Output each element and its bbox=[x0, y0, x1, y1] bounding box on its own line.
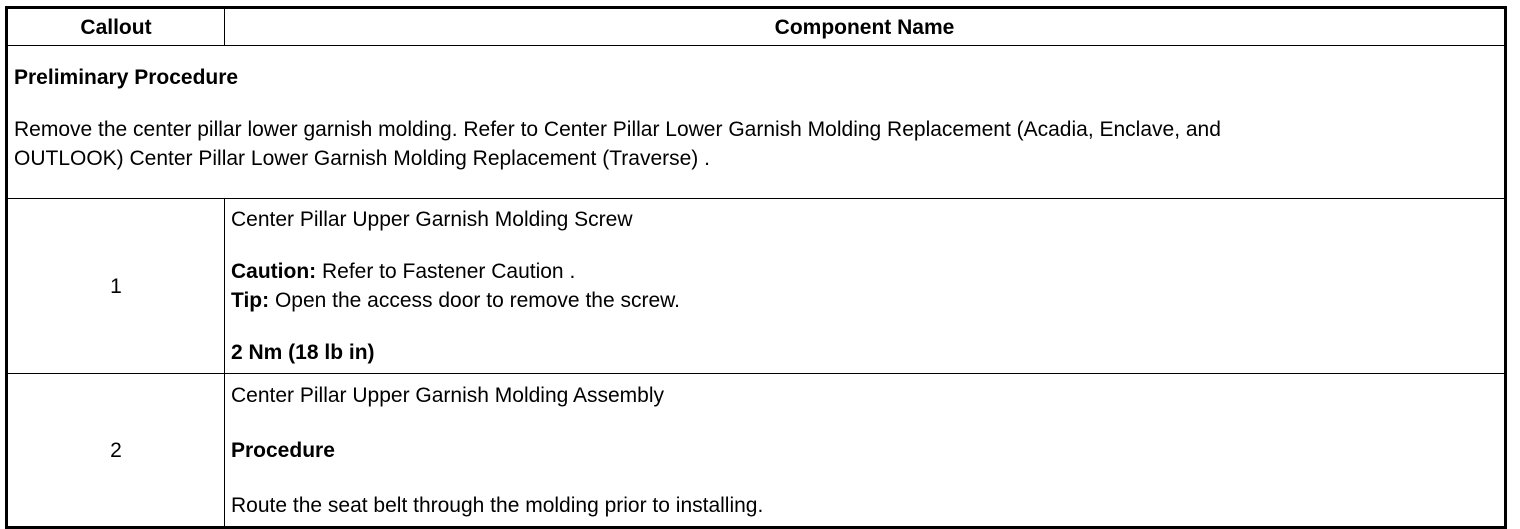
component-name-header: Component Name bbox=[225, 8, 1506, 46]
component-table bbox=[5, 6, 1507, 529]
preliminary-title: Preliminary Procedure bbox=[14, 66, 239, 89]
component-name: Center Pillar Upper Garnish Molding Assembly bbox=[231, 383, 665, 407]
table-row bbox=[7, 199, 1506, 374]
component-cell bbox=[225, 374, 1506, 528]
preliminary-text-line-1: Remove the center pillar lower garnish molding. Refer to Center Pillar Lower Garnish Molding Replacement (Acadia, Enclave, and bbox=[14, 118, 1221, 141]
caution-line bbox=[231, 257, 1498, 286]
procedure-title: Procedure bbox=[231, 438, 335, 462]
tip-line bbox=[231, 286, 1498, 315]
procedure-text: Route the seat belt through the molding prior to installing. bbox=[231, 493, 764, 517]
caution-label: Caution: bbox=[231, 260, 317, 283]
table-row bbox=[7, 374, 1506, 528]
caution-text: Refer to Fastener Caution . bbox=[316, 260, 576, 283]
component-cell bbox=[225, 199, 1506, 374]
preliminary-row bbox=[7, 46, 1506, 199]
callout-cell: 1 bbox=[7, 199, 225, 374]
preliminary-text-line-2: OUTLOOK) Center Pillar Lower Garnish Molding Replacement (Traverse) . bbox=[14, 147, 710, 170]
callout-cell: 2 bbox=[7, 374, 225, 528]
header-row bbox=[7, 8, 1506, 46]
component-name: Center Pillar Upper Garnish Molding Screw bbox=[231, 208, 633, 231]
tip-label: Tip: bbox=[231, 289, 270, 312]
preliminary-cell bbox=[7, 46, 1506, 199]
callout-header: Callout bbox=[7, 8, 225, 46]
torque-spec: 2 Nm (18 lb in) bbox=[231, 341, 375, 364]
tip-text: Open the access door to remove the screw. bbox=[269, 289, 680, 312]
